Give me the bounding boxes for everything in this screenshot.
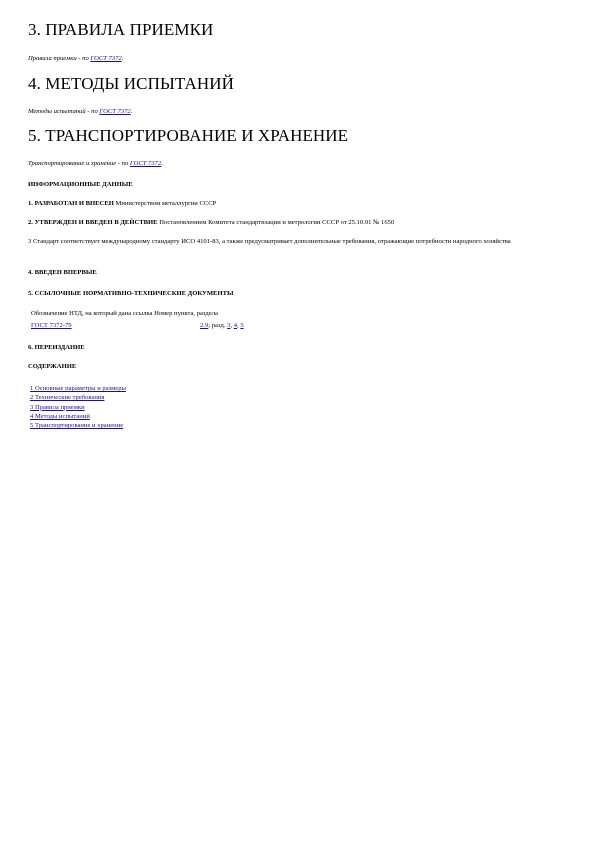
section-5-prefix: Транспортирование и хранение - по — [28, 160, 129, 167]
section-4-heading: 4. МЕТОДЫ ИСПЫТАНИЙ — [28, 74, 235, 93]
table-of-contents — [30, 384, 126, 430]
info-item-2-label: 2. УТВЕРЖДЕН И ВВЕДЕН В ДЕЙСТВИЕ — [28, 219, 158, 226]
ref-table-refs — [200, 321, 244, 330]
ref-table-doc-link[interactable]: ГОСТ 7372-79 — [31, 322, 72, 329]
section-5-suffix: . — [161, 160, 163, 167]
ref-link-section-3[interactable]: 3 — [227, 322, 231, 329]
ref-link-2-9[interactable]: 2.9 — [200, 322, 209, 329]
section-3-heading: 3. ПРАВИЛА ПРИЕМКИ — [28, 20, 214, 39]
section-4-suffix: . — [130, 108, 133, 115]
section-5-gost-link[interactable]: ГОСТ 7372 — [129, 160, 162, 167]
toc-link-1[interactable]: 1 Основные параметры и размеры — [30, 385, 126, 392]
ref-link-section-4[interactable]: 4 — [233, 322, 238, 329]
contents-title: СОДЕРЖАНИЕ — [28, 363, 77, 370]
ref-link-section-5[interactable]: 5 — [240, 322, 244, 329]
info-item-1 — [28, 199, 216, 208]
info-item-2 — [28, 218, 394, 227]
section-3-text — [28, 54, 123, 63]
ref-table-header: Обозначение НТД, на который дана ссылка Номер пункта, раздела — [31, 310, 218, 317]
info-item-1-text: Министерством металлургии СССР — [115, 200, 217, 207]
ref-sep-2: , — [230, 322, 233, 329]
toc-link-5[interactable]: 5 Транспортирование и хранение — [30, 422, 124, 430]
ref-table-row — [31, 321, 72, 330]
toc-link-3[interactable]: 3 Правила приемки — [30, 403, 85, 411]
section-3-suffix: . — [121, 55, 124, 62]
section-4-gost-link[interactable]: ГОСТ 7372 — [99, 108, 131, 115]
info-title: ИНФОРМАЦИОННЫЕ ДАННЫЕ — [28, 181, 133, 188]
section-5-heading: 5. ТРАНСПОРТИРОВАНИЕ И ХРАНЕНИЕ — [28, 126, 349, 145]
toc-link-2[interactable]: 2 Технические требования — [30, 394, 105, 402]
toc-link-4[interactable]: 4 Методы испытаний — [30, 412, 90, 420]
ref-sep-3: , — [237, 322, 239, 329]
section-4-text — [28, 107, 132, 116]
info-item-1-label: 1. РАЗРАБОТАН И ВНЕСЕН — [28, 200, 114, 207]
info-item-5: 5. ССЫЛОЧНЫЕ НОРМАТИВНО-ТЕХНИЧЕСКИЕ ДОКУМЕНТЫ — [28, 290, 234, 297]
info-item-4: 4. ВВЕДЕН ВПЕРВЫЕ — [28, 269, 97, 276]
ref-sep-1: ; разд. — [208, 322, 226, 329]
section-3-prefix: Правила приемки - по — [28, 55, 89, 62]
section-4-prefix: Методы испытаний - по — [28, 108, 98, 115]
info-item-3: 3 Стандарт соответствует международному стандарту ИСО 4101-83, а также предусматривает дополнительные требования, отражающие потребности народного хозяйства — [28, 238, 511, 245]
section-3-gost-link[interactable]: ГОСТ 7372 — [90, 55, 122, 62]
info-item-6: 6. ПЕРЕИЗДАНИЕ — [28, 344, 85, 351]
info-item-2-text: Постановлением Комитета стандартизации и метрологии СССР от 25.10.91 № 1650 — [159, 219, 395, 226]
section-5-text — [28, 159, 163, 168]
